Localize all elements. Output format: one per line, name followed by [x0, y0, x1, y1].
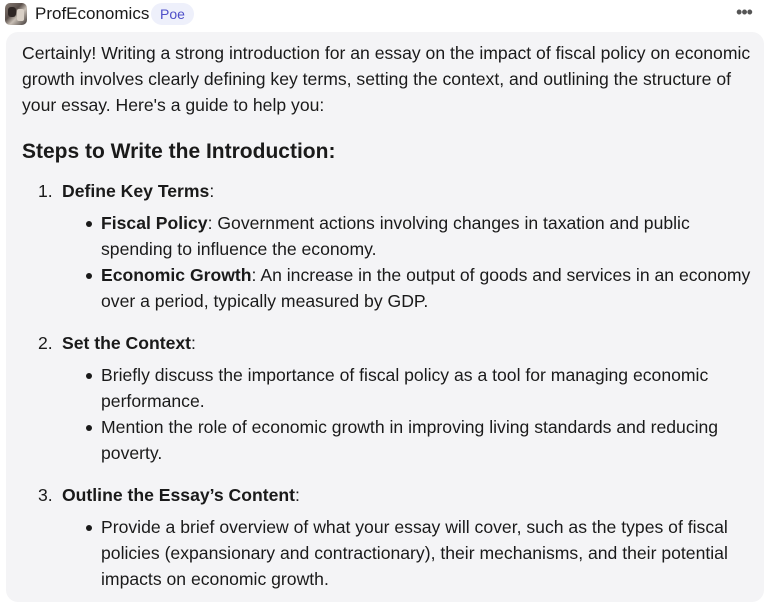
- poe-badge[interactable]: Poe: [151, 3, 194, 25]
- list-item: Mention the role of economic growth in improving living standards and reducing poverty.: [62, 414, 752, 466]
- term-label: Economic Growth: [101, 265, 252, 285]
- step-colon: :: [191, 333, 196, 353]
- list-item: Briefly discuss the importance of fiscal policy as a tool for managing economic performance.: [62, 362, 752, 414]
- list-item: Provide a brief overview of what your essay will cover, such as the types of fiscal policies (expansionary and contractionary), their mechanisms, and their potential impacts on economic growth.: [62, 514, 752, 592]
- step-title: Set the Context: [62, 333, 192, 353]
- step-item: [22, 178, 752, 314]
- step-number: 2.: [38, 333, 53, 353]
- section-heading: Steps to Write the Introduction:: [22, 140, 336, 163]
- step-item: [22, 330, 752, 466]
- term-definition: : Government actions involving changes in taxation and public spending to influence the economy.: [101, 213, 690, 259]
- bot-name[interactable]: ProfEconomics: [35, 4, 150, 23]
- steps-list: [22, 178, 752, 592]
- message-content: [22, 40, 752, 608]
- step-title: Outline the Essay’s Content: [62, 485, 295, 505]
- step-item: [22, 482, 752, 592]
- step-colon: :: [209, 181, 215, 201]
- profile-avatar-icon[interactable]: [5, 3, 27, 25]
- step-number: 1.: [38, 181, 53, 201]
- step-sublist: [62, 514, 752, 592]
- term-label: Fiscal Policy: [101, 213, 208, 233]
- step-colon: :: [295, 485, 300, 505]
- step-number: 3.: [38, 485, 53, 505]
- chat-header: [0, 0, 768, 28]
- term-definition: : An increase in the output of goods and services in an economy over a period, typically measured by GDP.: [101, 265, 751, 311]
- step-sublist: [62, 362, 752, 466]
- list-item: [62, 262, 752, 314]
- more-options-icon[interactable]: •••: [736, 2, 752, 22]
- intro-paragraph: Certainly! Writing a strong introduction for an essay on the impact of fiscal policy on economic growth involves clearly defining key terms, setting the context, and outlining the structure of your essay. Here's a guide to help you:: [22, 43, 751, 115]
- list-item: [62, 210, 752, 262]
- step-sublist: [62, 210, 752, 314]
- step-title: Define Key Terms: [62, 181, 210, 201]
